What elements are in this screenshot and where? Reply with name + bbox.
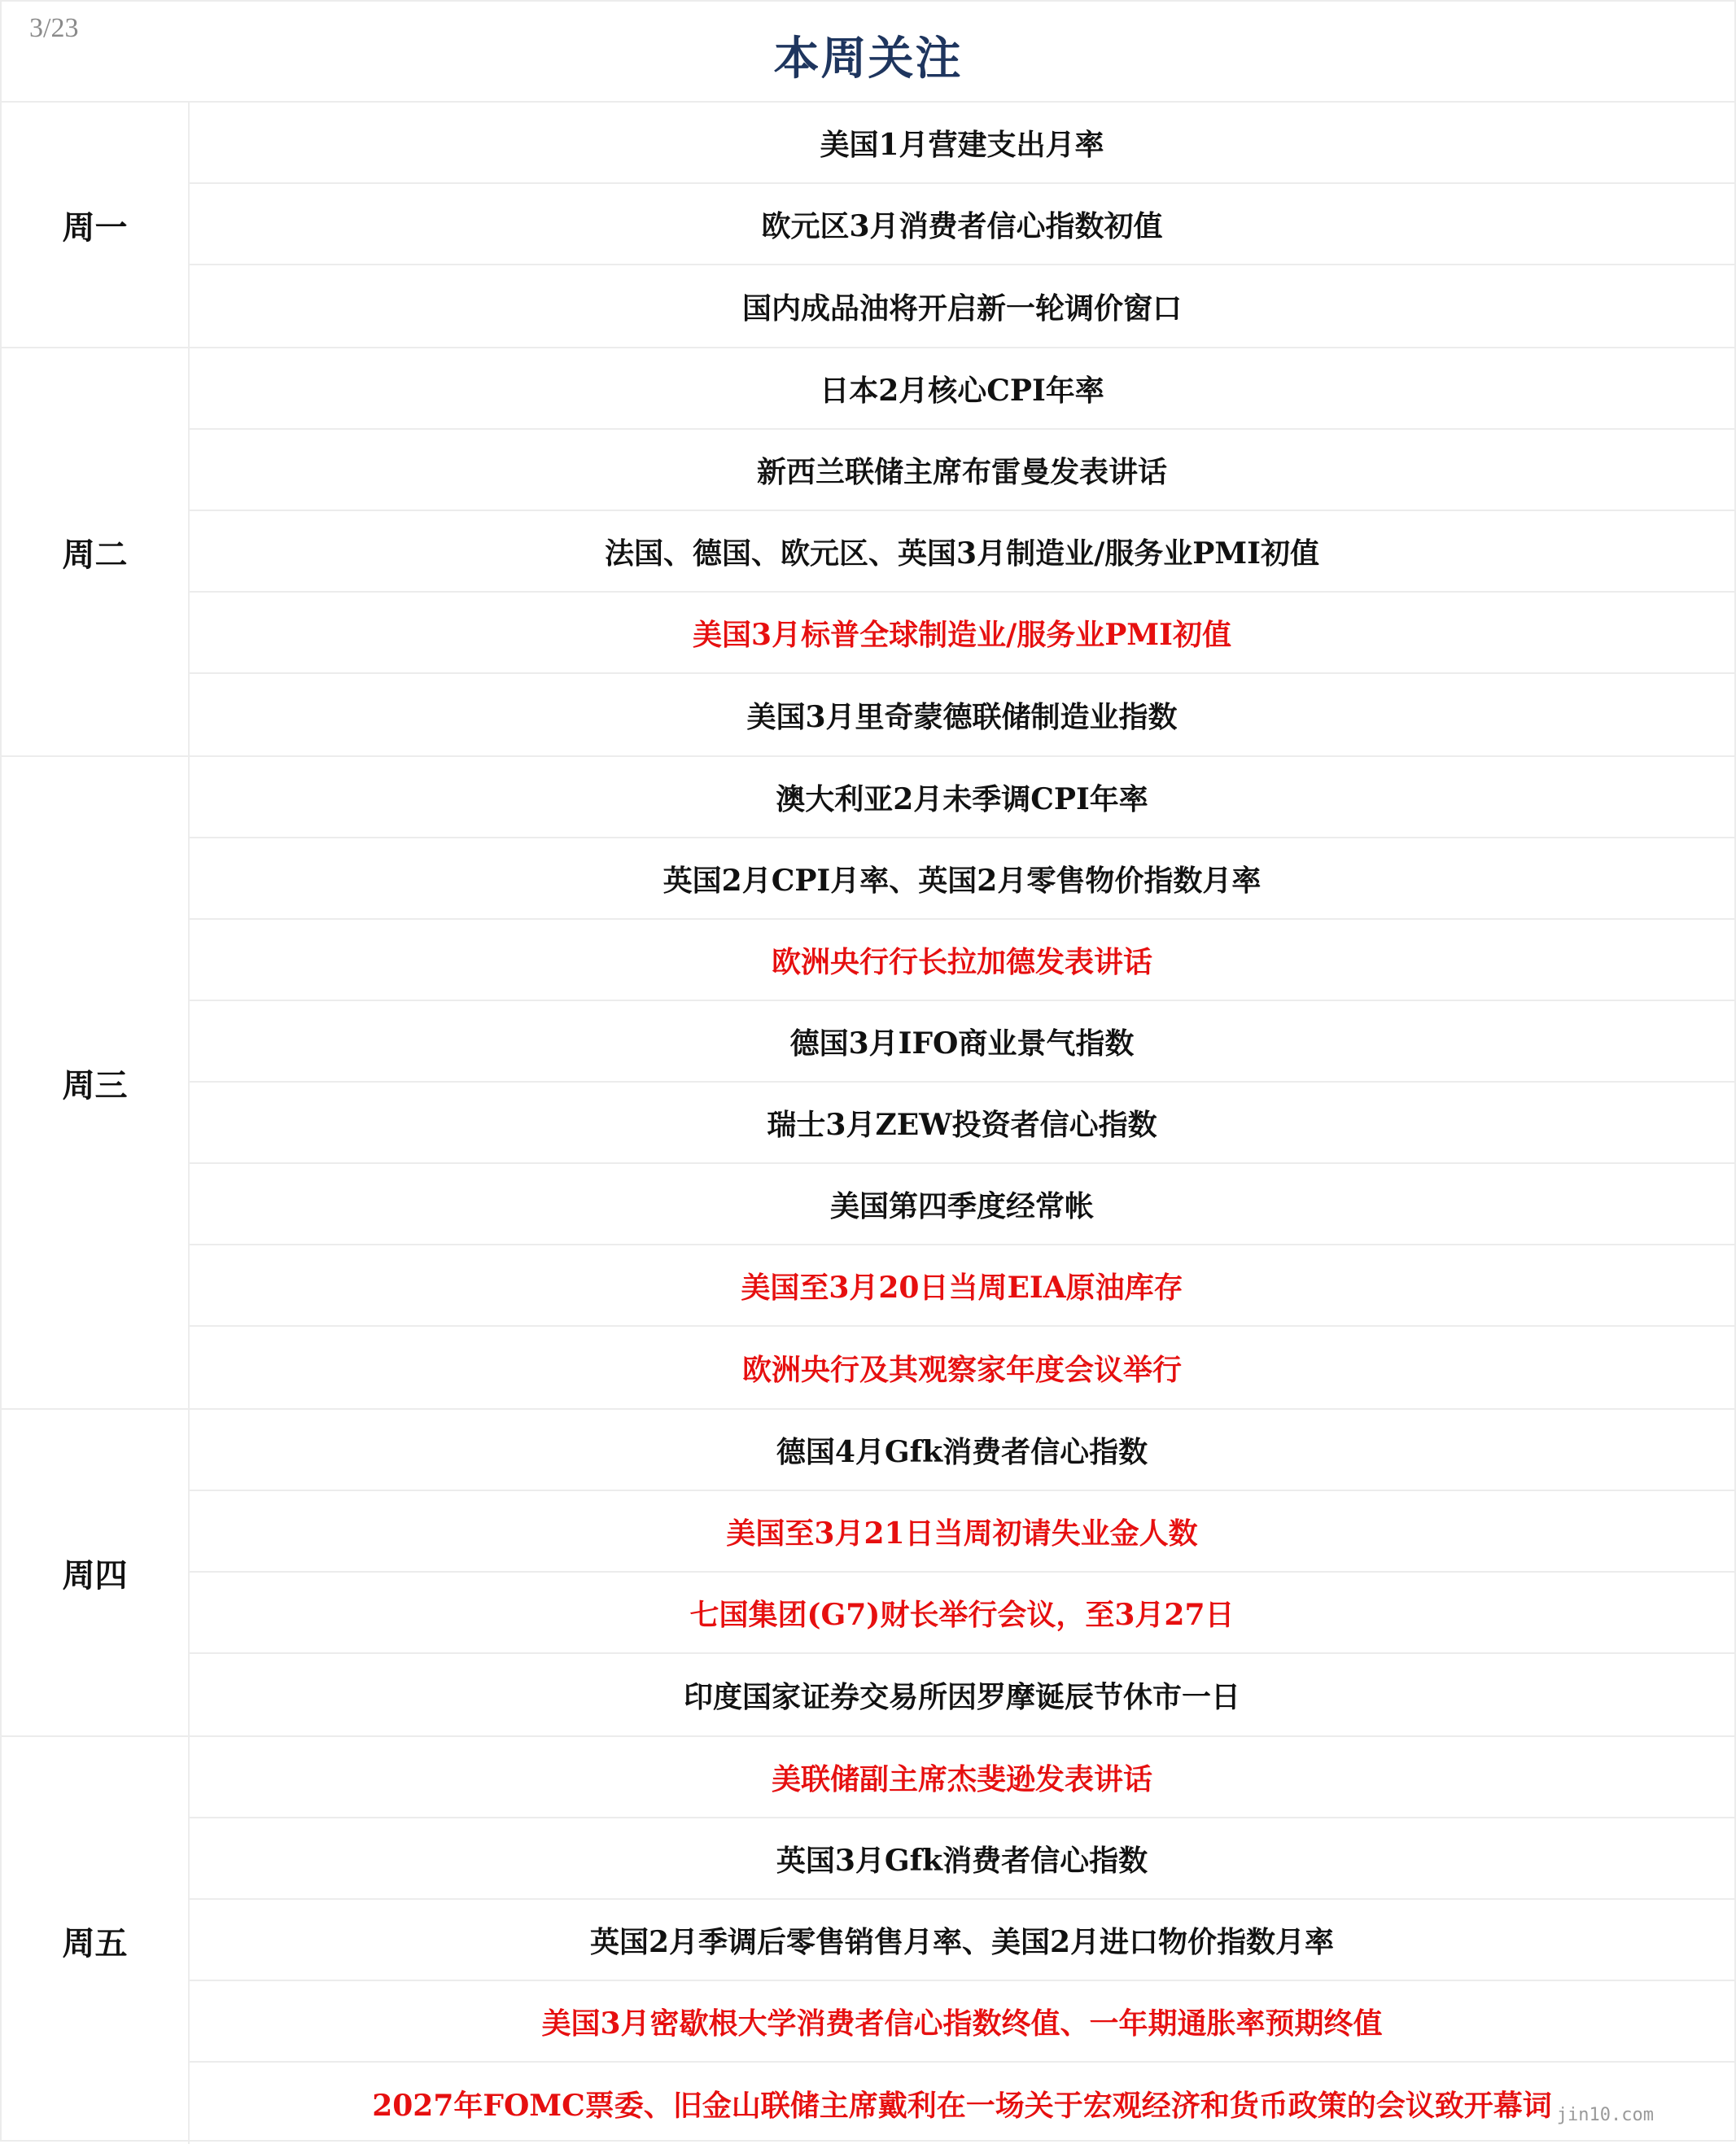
event-row: 英国2月CPI月率、英国2月零售物价指数月率 [190,838,1734,920]
day-label: 周五 [2,1737,190,2144]
watermark-text: jin10.com [1556,2105,1654,2125]
event-row: 法国、德国、欧元区、英国3月制造业/服务业PMI初值 [190,511,1734,593]
day-label: 周二 [2,348,190,755]
event-row-highlighted: 美国3月标普全球制造业/服务业PMI初值 [190,593,1734,674]
event-row: 印度国家证券交易所因罗摩诞辰节休市一日 [683,1679,1240,1714]
event-row: 美国3月里奇蒙德联储制造业指数 [746,699,1178,734]
event-row: 美国第四季度经常帐 [190,1164,1734,1245]
event-row: 美国1月营建支出月率 [190,103,1734,184]
event-row-highlighted: 美国至3月20日当周EIA原油库存 [190,1245,1734,1327]
day-group [2,1737,1734,2144]
event-row-highlighted: 欧洲央行行长拉加德发表讲话 [190,920,1734,1001]
event-list [190,1410,1734,1735]
event-row-highlighted: 2027年FOMC票委、旧金山联储主席戴利在一场关于宏观经济和货币政策的会议致开幕词 [372,2088,1552,2123]
day-label: 周三 [2,757,190,1408]
event-row: 英国3月Gfk消费者信心指数 [190,1818,1734,1900]
event-row-highlighted: 欧洲央行及其观察家年度会议举行 [741,1352,1182,1387]
event-row: 德国4月Gfk消费者信心指数 [190,1410,1734,1491]
day-label: 周一 [2,103,190,347]
event-row: 欧元区3月消费者信心指数初值 [190,184,1734,265]
event-row-highlighted: 美国至3月21日当周初请失业金人数 [190,1491,1734,1573]
event-list [190,1737,1734,2144]
event-row: 国内成品油将开启新一轮调价窗口 [741,291,1182,326]
day-group [2,1410,1734,1737]
day-group [2,757,1734,1410]
event-row: 德国3月IFO商业景气指数 [190,1001,1734,1083]
event-row: 瑞士3月ZEW投资者信心指数 [190,1083,1734,1164]
event-row: 日本2月核心CPI年率 [190,348,1734,430]
event-row: 英国2月季调后零售销售月率、美国2月进口物价指数月率 [190,1900,1734,1981]
event-row-highlighted: 七国集团(G7)财长举行会议，至3月27日 [190,1573,1734,1654]
page-number: 3/23 [29,13,79,43]
day-label: 周四 [2,1410,190,1735]
event-list [190,348,1734,755]
event-list [190,757,1734,1408]
event-row-highlighted: 美国3月密歇根大学消费者信心指数终值、一年期通胀率预期终值 [190,1981,1734,2063]
event-row-highlighted: 美联储副主席杰斐逊发表讲话 [190,1737,1734,1818]
weekly-schedule-table [2,103,1734,2144]
event-row: 澳大利亚2月未季调CPI年率 [190,757,1734,838]
day-group [2,103,1734,348]
page-title: 本周关注 [773,32,963,85]
event-row: 新西兰联储主席布雷曼发表讲话 [190,430,1734,511]
header [2,2,1734,103]
day-group [2,348,1734,757]
event-list [190,103,1734,347]
